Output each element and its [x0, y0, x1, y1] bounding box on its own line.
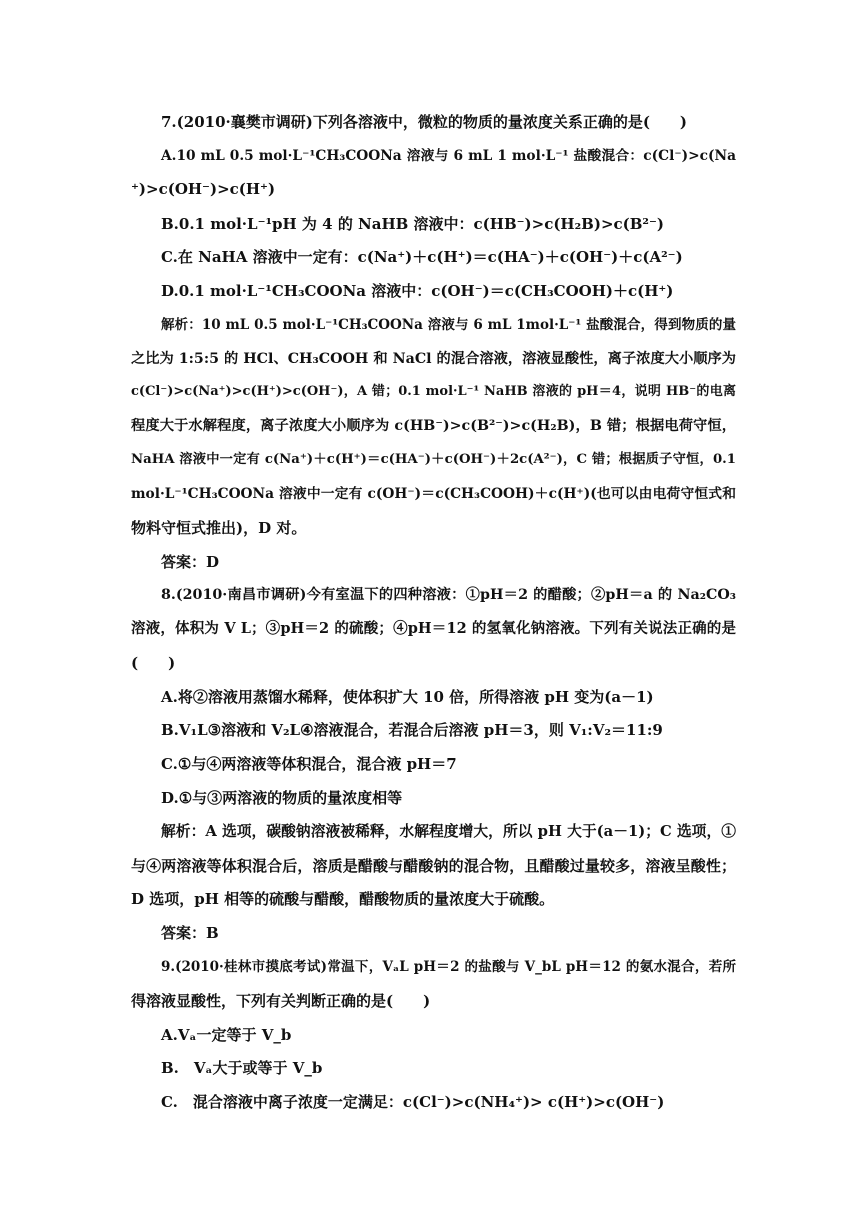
q8-answer: 答案：B — [161, 924, 219, 942]
q8-option-d: D.①与③两溶液的物质的量浓度相等 — [161, 789, 403, 807]
q8-stem-line3: ( ) — [131, 654, 176, 672]
q8-analysis-line1: 解析：A 选项，碳酸钠溶液被稀释，水解程度增大，所以 pH 大于(a－1)；C 选项，① — [161, 823, 736, 840]
q7-option-d: D.0.1 mol·L⁻¹CH₃COONa 溶液中：c(OH⁻)＝c(CH₃COOH)＋c(H⁺) — [161, 282, 674, 300]
q7-analysis-line5: NaHA 溶液中一定有 c(Na⁺)＋c(H⁺)＝c(HA⁻)＋c(OH⁻)＋2c(A²⁻)，C 错；根据质子守恒，0.1 — [131, 452, 736, 467]
q7-analysis-line1: 解析：10 mL 0.5 mol·L⁻¹CH₃COONa 溶液与 6 mL 1mol·L⁻¹ 盐酸混合，得到物质的量 — [161, 317, 736, 333]
q8-stem-line1: 8.(2010·南昌市调研)今有室温下的四种溶液：①pH＝2 的醋酸；②pH＝a 的 Na₂CO₃ — [161, 587, 736, 603]
q9-stem-line1: 9.(2010·桂林市摸底考试)常温下，VₐL pH＝2 的盐酸与 V_bL pH＝12 的氨水混合，若所 — [161, 959, 736, 975]
q8-analysis-line3: D 选项，pH 相等的硫酸与醋酸，醋酸物质的量浓度大于硫酸。 — [131, 890, 555, 908]
q9-option-c: C. 混合溶液中离子浓度一定满足：c(Cl⁻)>c(NH₄⁺)> c(H⁺)>c(OH⁻) — [161, 1093, 665, 1111]
q7-analysis-line4: 程度大于水解程度，离子浓度大小顺序为 c(HB⁻)>c(B²⁻)>c(H₂B)，B 错；根据电荷守恒， — [131, 418, 736, 434]
q7-analysis-line2: 之比为 1:5:5 的 HCl、CH₃COOH 和 NaCl 的混合溶液，溶液显酸性，离子浓度大小顺序为 — [131, 351, 736, 367]
q9-option-a: A.Vₐ一定等于 V_b — [161, 1026, 292, 1044]
q7-stem: 7.(2010·襄樊市调研)下列各溶液中，微粒的物质的量浓度关系正确的是( ) — [161, 113, 688, 131]
q8-option-c: C.①与④两溶液等体积混合，混合液 pH＝7 — [161, 755, 457, 773]
q7-option-c: C.在 NaHA 溶液中一定有：c(Na⁺)＋c(H⁺)＝c(HA⁻)＋c(OH⁻)＋c(A²⁻) — [161, 248, 683, 266]
q7-option-a-line1: A.10 mL 0.5 mol·L⁻¹CH₃COONa 溶液与 6 mL 1 mol·L⁻¹ 盐酸混合：c(Cl⁻)>c(Na — [161, 148, 736, 164]
q8-analysis-line2: 与④两溶液等体积混合后，溶质是醋酸与醋酸钠的混合物，且醋酸过量较多，溶液呈酸性； — [131, 857, 736, 875]
q7-answer: 答案：D — [161, 553, 220, 571]
q8-option-a: A.将②溶液用蒸馏水稀释，使体积扩大 10 倍，所得溶液 pH 变为(a－1) — [161, 688, 654, 706]
q7-option-a-line2: ⁺)>c(OH⁻)>c(H⁺) — [131, 180, 276, 198]
q9-stem-line2: 得溶液显酸性，下列有关判断正确的是( ) — [131, 992, 431, 1010]
q7-analysis-line6: mol·L⁻¹CH₃COONa 溶液中一定有 c(OH⁻)＝c(CH₃COOH)＋c(H⁺)(也可以由电荷守恒式和 — [131, 486, 736, 502]
q7-analysis-line3: c(Cl⁻)>c(Na⁺)>c(H⁺)>c(OH⁻)，A 错；0.1 mol·L⁻¹ NaHB 溶液的 pH＝4，说明 HB⁻的电离 — [131, 384, 736, 399]
q8-option-b: B.V₁L③溶液和 V₂L④溶液混合，若混合后溶液 pH＝3，则 V₁:V₂＝11:9 — [161, 721, 663, 739]
q9-option-b: B. Vₐ大于或等于 V_b — [161, 1059, 323, 1077]
q7-option-b: B.0.1 mol·L⁻¹pH 为 4 的 NaHB 溶液中：c(HB⁻)>c(H₂B)>c(B²⁻) — [161, 215, 665, 233]
q8-stem-line2: 溶液，体积为 V L；③pH＝2 的硫酸；④pH＝12 的氢氧化钠溶液。下列有关说法正确的是 — [131, 620, 736, 637]
q7-analysis-line7: 物料守恒式推出)，D 对。 — [131, 519, 307, 537]
